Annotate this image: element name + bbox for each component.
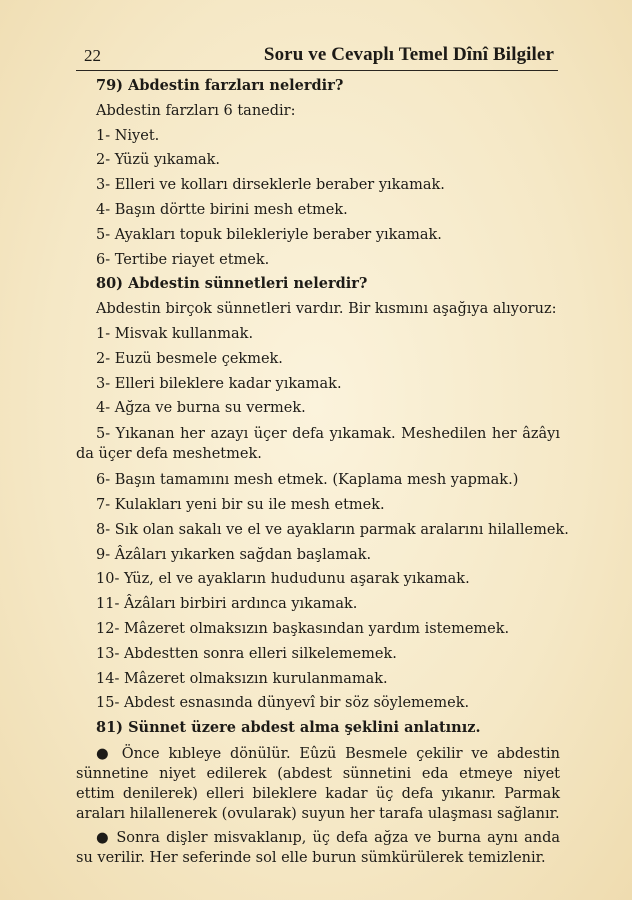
- list-item: 4- Başın dörtte birini mesh etmek.: [96, 201, 348, 218]
- body-paragraph: ● Sonra dişler misvaklanıp, üç defa ağza ve burna aynı anda su verilir. Her seferinde sol elle burun sümkürülerek temizlenir.: [76, 829, 560, 866]
- page-body: [76, 74, 569, 872]
- list-item: 10- Yüz, el ve ayakların hududunu aşarak yıkamak.: [96, 571, 470, 588]
- list-item: 3- Elleri bileklere kadar yıkamak.: [96, 375, 342, 392]
- page-header: [76, 44, 558, 71]
- list-item: 4- Ağza ve burna su vermek.: [96, 400, 306, 417]
- list-item: 14- Mâzeret olmaksızın kurulanmamak.: [96, 670, 388, 687]
- list-item: 2- Euzü besmele çekmek.: [96, 350, 283, 367]
- list-item: 6- Tertibe riayet etmek.: [96, 251, 270, 268]
- running-title: Soru ve Cevaplı Temel Dînî Bilgiler: [263, 44, 554, 65]
- list-item: 9- Âzâları yıkarken sağdan başlamak.: [96, 546, 372, 563]
- list-item: 3- Elleri ve kolları dirseklerle beraber yıkamak.: [96, 177, 445, 194]
- list-item: 13- Abdestten sonra elleri silkelememek.: [96, 645, 397, 662]
- list-item: 8- Sık olan sakalı ve el ve ayakların parmak aralarını hilallemek.: [96, 521, 569, 538]
- question-heading: 80) Abdestin sünnetleri nelerdir?: [96, 275, 368, 293]
- question-heading: 81) Sünnet üzere abdest alma şeklini anlatınız.: [96, 719, 481, 737]
- list-item: 15- Abdest esnasında dünyevî bir söz söylememek.: [96, 695, 470, 712]
- list-item: 2- Yüzü yıkamak.: [96, 152, 221, 169]
- question-heading: 79) Abdestin farzları nelerdir?: [96, 77, 344, 94]
- body-line: Abdestin farzları 6 tanedir:: [96, 102, 296, 119]
- list-item: 5- Ayakları topuk bilekleriyle beraber yıkamak.: [96, 226, 442, 243]
- page-number: 22: [84, 46, 101, 65]
- body-line: Abdestin birçok sünnetleri vardır. Bir kısmını aşağıya alıyoruz:: [96, 301, 557, 318]
- body-paragraph: ● Önce kıbleye dönülür. Eûzü Besmele çekilir ve abdestin sünnetine niyet edilerek (abdest sünnetini eda etmeye niyet ettim denilerek) elleri bileklere kadar üç defa yıkanır. Parmak araları hilallenerek (ovularak) suyun her tarafa ulaşması sağlanır.: [76, 745, 560, 822]
- list-item: 12- Mâzeret olmaksızın başkasından yardım istememek.: [96, 620, 510, 637]
- list-item: 6- Başın tamamını mesh etmek. (Kaplama mesh yapmak.): [96, 472, 519, 489]
- list-item: 7- Kulakları yeni bir su ile mesh etmek.: [96, 496, 385, 513]
- list-item-paragraph: 5- Yıkanan her azayı üçer defa yıkamak. Meshedilen her âzâyı da üçer defa meshetmek.: [76, 426, 560, 463]
- list-item: 11- Âzâları birbiri ardınca yıkamak.: [96, 596, 358, 613]
- list-item: 1- Misvak kullanmak.: [96, 325, 254, 342]
- list-item: 1- Niyet.: [96, 127, 160, 144]
